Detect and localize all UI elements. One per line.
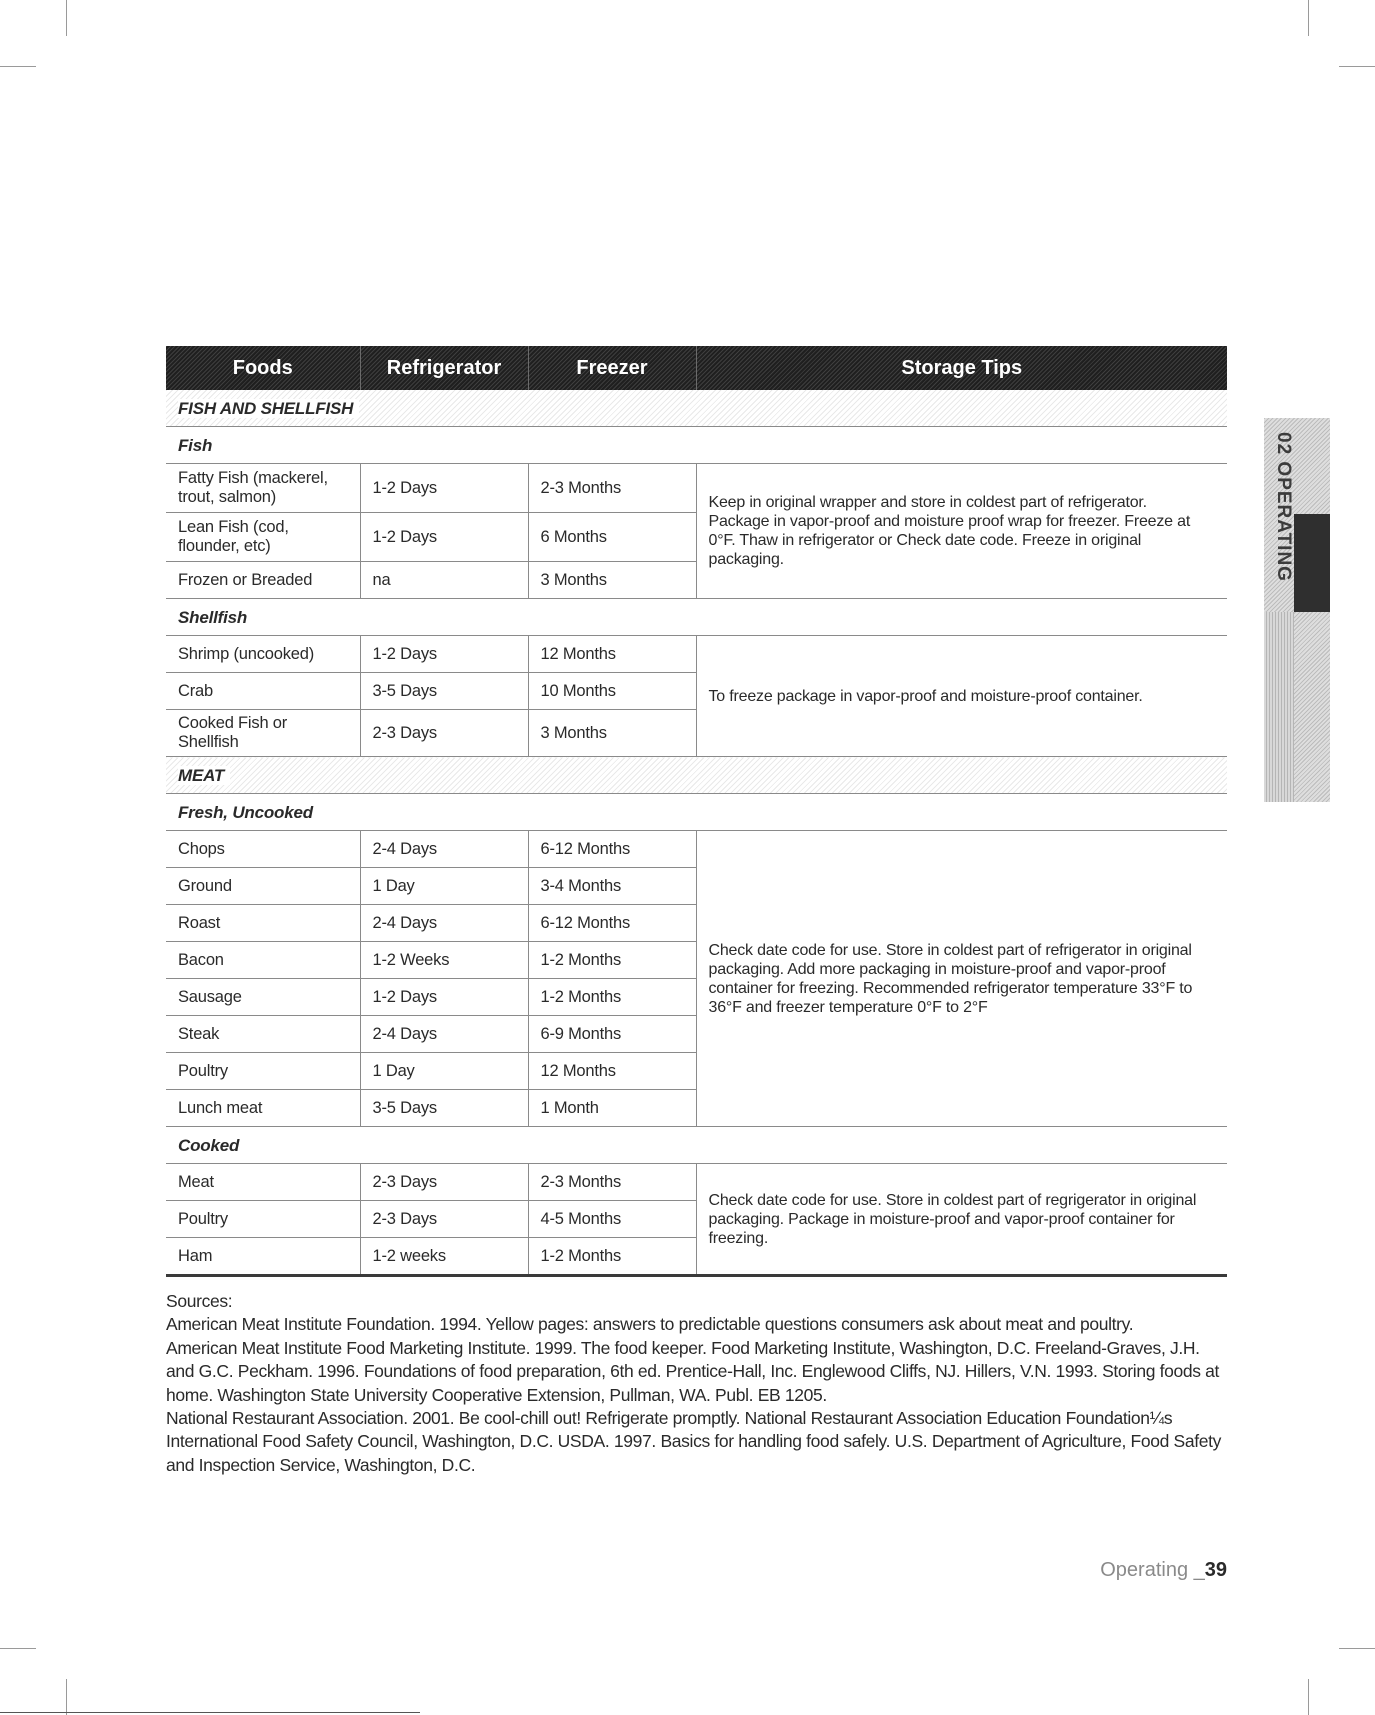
footer-section-name: Operating _ — [1100, 1559, 1205, 1581]
freezer-cell: 3 Months — [528, 710, 696, 757]
freezer-cell: 1-2 Months — [528, 942, 696, 979]
storage-tip-cell: To freeze package in vapor-proof and moisture-proof container. — [696, 636, 1227, 757]
table-header-row — [166, 346, 1227, 390]
storage-tip-cell: Check date code for use. Store in coldest part of regrigerator in original packaging. Package in moisture-proof and vapor-proof container for freezing. — [696, 1164, 1227, 1276]
crop-mark — [0, 66, 36, 67]
refrigerator-cell: 1 Day — [360, 1053, 528, 1090]
section-title-fish-shellfish: FISH AND SHELLFISH — [178, 399, 359, 418]
section-row — [166, 390, 1227, 427]
freezer-cell: 12 Months — [528, 636, 696, 673]
subsection-title-fish: Fish — [166, 427, 1227, 464]
crop-mark — [1339, 1648, 1375, 1649]
source-paragraph: American Meat Institute Foundation. 1994. Yellow pages: answers to predictable questions consumers ask about meat and poultry. — [166, 1314, 1134, 1335]
food-cell: Steak — [166, 1016, 360, 1053]
freezer-cell: 3-4 Months — [528, 868, 696, 905]
freezer-cell: 6-9 Months — [528, 1016, 696, 1053]
header-foods: Foods — [166, 346, 360, 390]
freezer-cell: 2-3 Months — [528, 1164, 696, 1201]
section-tab-label: 02 OPERATING — [1273, 432, 1294, 582]
source-paragraph: National Restaurant Association. 2001. Be cool-chill out! Refrigerate promptly. National Restaurant Association Education Foundation¼s International Food Safety Council, Washington, D.C. USDA. 1997. Basics for handling food safely. U.S. Department of Agriculture, Food Safety and Inspection Service, Washington, D.C. — [166, 1408, 1222, 1475]
refrigerator-cell: 2-3 Days — [360, 1164, 528, 1201]
table-row — [166, 464, 1227, 513]
food-cell: Bacon — [166, 942, 360, 979]
refrigerator-cell: 2-4 Days — [360, 1016, 528, 1053]
food-cell: Shrimp (uncooked) — [166, 636, 360, 673]
food-cell: Lunch meat — [166, 1090, 360, 1127]
food-cell: Meat — [166, 1164, 360, 1201]
section-tab-marker — [1294, 514, 1330, 612]
subsection-title-cooked: Cooked — [166, 1127, 1227, 1164]
page-number: 39 — [1204, 1559, 1227, 1581]
refrigerator-cell: 3-5 Days — [360, 673, 528, 710]
freezer-cell: 1-2 Months — [528, 979, 696, 1016]
storage-tip-cell: Check date code for use. Store in coldest part of refrigerator in original packaging. Add more packaging in moisture-proof and vapor-proof container for freezing. Recommended refrigerator temperature 33°F to 36°F and freezer temperature 0°F to 2°F — [696, 831, 1227, 1127]
freezer-cell: 4-5 Months — [528, 1201, 696, 1238]
refrigerator-cell: 1-2 Days — [360, 464, 528, 513]
food-cell: Poultry — [166, 1053, 360, 1090]
subsection-title-shellfish: Shellfish — [166, 599, 1227, 636]
crop-mark — [66, 1679, 67, 1715]
subsection-row — [166, 427, 1227, 464]
crop-mark — [1339, 66, 1375, 67]
food-cell: Chops — [166, 831, 360, 868]
freezer-cell: 1 Month — [528, 1090, 696, 1127]
source-paragraph: American Meat Institute Food Marketing Institute. 1999. The food keeper. Food Marketing Institute, Washington, D.C. Freeland-Graves, J.H. and G.C. Peckham. 1996. Foundations of food preparation, 6th ed. Prentice-Hall, Inc. Englewood Cliffs, NJ. Hillers, V.N. 1993. Storing foods at home. Washington State University Cooperative Extension, Pullman, WA. Publ. EB 1205. — [166, 1337, 1220, 1405]
freezer-cell: 6-12 Months — [528, 831, 696, 868]
food-cell: Poultry — [166, 1201, 360, 1238]
crop-mark — [1308, 0, 1309, 36]
refrigerator-cell: na — [360, 562, 528, 599]
refrigerator-cell: 2-3 Days — [360, 710, 528, 757]
freezer-cell: 1-2 Months — [528, 1238, 696, 1276]
storage-tip-cell: Keep in original wrapper and store in coldest part of refrigerator. Package in vapor-proof and moisture proof wrap for freezer. Freeze at 0°F. Thaw in refrigerator or Check date code. Freeze in original packaging. — [696, 464, 1227, 599]
subsection-row — [166, 794, 1227, 831]
section-tab-decoration — [1264, 612, 1294, 802]
subsection-row — [166, 599, 1227, 636]
subsection-row — [166, 1127, 1227, 1164]
table-row — [166, 831, 1227, 868]
crop-mark — [1308, 1679, 1309, 1715]
freezer-cell: 10 Months — [528, 673, 696, 710]
crop-mark — [0, 1648, 36, 1649]
refrigerator-cell: 1-2 Days — [360, 513, 528, 562]
food-cell: Cooked Fish or Shellfish — [166, 710, 360, 757]
freezer-cell: 12 Months — [528, 1053, 696, 1090]
subsection-title-fresh: Fresh, Uncooked — [166, 794, 1227, 831]
freezer-cell: 6 Months — [528, 513, 696, 562]
refrigerator-cell: 1 Day — [360, 868, 528, 905]
refrigerator-cell: 1-2 Days — [360, 636, 528, 673]
food-cell: Sausage — [166, 979, 360, 1016]
table-row — [166, 636, 1227, 673]
header-storage-tips: Storage Tips — [696, 346, 1227, 390]
freezer-cell: 3 Months — [528, 562, 696, 599]
refrigerator-cell: 2-3 Days — [360, 1201, 528, 1238]
food-cell: Ground — [166, 868, 360, 905]
food-cell: Lean Fish (cod, flounder, etc) — [166, 513, 360, 562]
refrigerator-cell: 2-4 Days — [360, 905, 528, 942]
bottom-rule — [0, 1712, 420, 1713]
header-refrigerator: Refrigerator — [360, 346, 528, 390]
sources-heading: Sources: — [166, 1291, 233, 1311]
refrigerator-cell: 1-2 Weeks — [360, 942, 528, 979]
food-cell: Crab — [166, 673, 360, 710]
food-cell: Frozen or Breaded — [166, 562, 360, 599]
food-storage-table — [166, 346, 1227, 1277]
refrigerator-cell: 2-4 Days — [360, 831, 528, 868]
crop-mark — [66, 0, 67, 36]
section-row — [166, 757, 1227, 794]
refrigerator-cell: 1-2 Days — [360, 979, 528, 1016]
page-footer — [1100, 1559, 1227, 1582]
section-title-meat: MEAT — [178, 766, 230, 785]
refrigerator-cell: 1-2 weeks — [360, 1238, 528, 1276]
section-tab — [1264, 418, 1330, 802]
food-cell: Roast — [166, 905, 360, 942]
sources-block — [166, 1290, 1226, 1477]
freezer-cell: 6-12 Months — [528, 905, 696, 942]
food-cell: Ham — [166, 1238, 360, 1276]
refrigerator-cell: 3-5 Days — [360, 1090, 528, 1127]
freezer-cell: 2-3 Months — [528, 464, 696, 513]
food-cell: Fatty Fish (mackerel, trout, salmon) — [166, 464, 360, 513]
table-row — [166, 1164, 1227, 1201]
header-freezer: Freezer — [528, 346, 696, 390]
